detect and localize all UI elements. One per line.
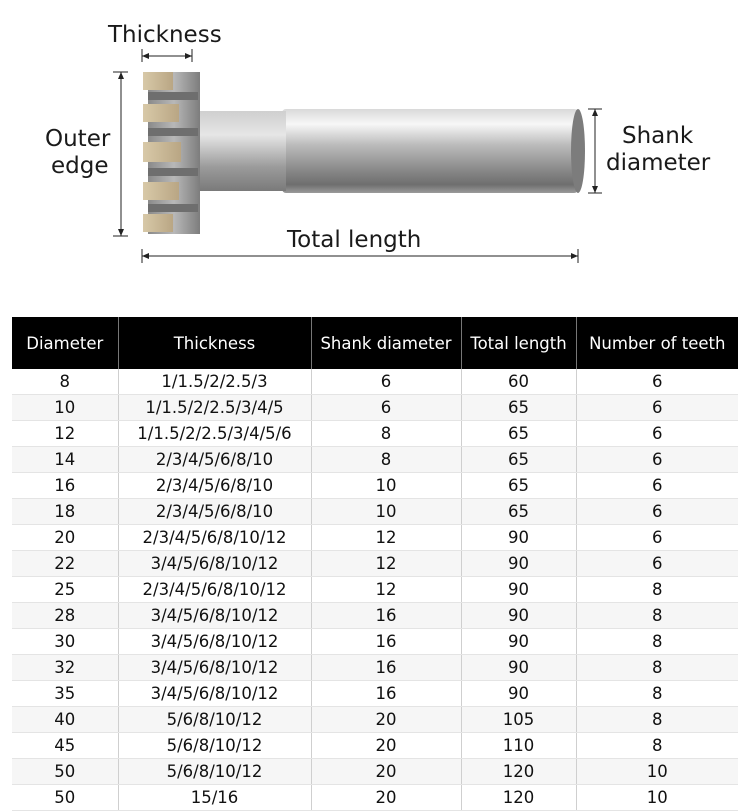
- table-cell: 2/3/4/5/6/8/10: [118, 473, 311, 499]
- table-row: [12, 759, 738, 785]
- table-cell: 50: [12, 785, 118, 811]
- table-cell: 105: [461, 707, 576, 733]
- table-cell: 3/4/5/6/8/10/12: [118, 655, 311, 681]
- table-cell: 20: [311, 785, 461, 811]
- table-cell: 40: [12, 707, 118, 733]
- table-cell: 120: [461, 759, 576, 785]
- table-cell: 8: [576, 603, 738, 629]
- table-cell: 16: [12, 473, 118, 499]
- table-cell: 20: [311, 707, 461, 733]
- table-cell: 1/1.5/2/2.5/3/4/5: [118, 395, 311, 421]
- table-cell: 32: [12, 655, 118, 681]
- table-cell: 12: [311, 525, 461, 551]
- table-cell: 10: [576, 785, 738, 811]
- table-cell: 10: [311, 473, 461, 499]
- shank-body: [282, 109, 578, 193]
- outer-edge-label-line2: edge: [51, 153, 109, 179]
- table-cell: 6: [576, 369, 738, 395]
- table-cell: 90: [461, 525, 576, 551]
- table-row: [12, 785, 738, 811]
- table-row: [12, 473, 738, 499]
- table-cell: 110: [461, 733, 576, 759]
- spec-table-body: [12, 369, 738, 811]
- table-row: [12, 707, 738, 733]
- table-row: [12, 447, 738, 473]
- table-cell: 25: [12, 577, 118, 603]
- table-row: [12, 499, 738, 525]
- table-cell: 22: [12, 551, 118, 577]
- table-cell: 2/3/4/5/6/8/10: [118, 499, 311, 525]
- table-cell: 1/1.5/2/2.5/3: [118, 369, 311, 395]
- table-row: [12, 395, 738, 421]
- table-cell: 60: [461, 369, 576, 395]
- total-length-label: Total length: [287, 227, 422, 253]
- table-cell: 8: [576, 577, 738, 603]
- table-cell: 8: [311, 421, 461, 447]
- table-cell: 10: [12, 395, 118, 421]
- table-cell: 16: [311, 681, 461, 707]
- table-cell: 28: [12, 603, 118, 629]
- table-cell: 12: [311, 551, 461, 577]
- table-cell: 6: [576, 551, 738, 577]
- table-cell: 6: [576, 525, 738, 551]
- table-cell: 3/4/5/6/8/10/12: [118, 551, 311, 577]
- table-cell: 10: [576, 759, 738, 785]
- table-cell: 5/6/8/10/12: [118, 707, 311, 733]
- table-row: [12, 629, 738, 655]
- table-cell: 6: [311, 369, 461, 395]
- table-row: [12, 525, 738, 551]
- spec-table-header: [12, 317, 738, 369]
- table-cell: 6: [576, 447, 738, 473]
- table-cell: 6: [311, 395, 461, 421]
- header-total-length: Total length: [461, 317, 576, 369]
- shank-diameter-label-line1: Shank: [622, 123, 694, 149]
- table-cell: 90: [461, 577, 576, 603]
- table-cell: 3/4/5/6/8/10/12: [118, 603, 311, 629]
- table-cell: 3/4/5/6/8/10/12: [118, 681, 311, 707]
- table-cell: 65: [461, 421, 576, 447]
- table-cell: 90: [461, 681, 576, 707]
- table-cell: 65: [461, 473, 576, 499]
- table-cell: 6: [576, 421, 738, 447]
- table-row: [12, 369, 738, 395]
- table-cell: 8: [576, 681, 738, 707]
- table-cell: 90: [461, 603, 576, 629]
- table-cell: 3/4/5/6/8/10/12: [118, 629, 311, 655]
- table-cell: 45: [12, 733, 118, 759]
- table-cell: 120: [461, 785, 576, 811]
- table-row: [12, 655, 738, 681]
- table-cell: 90: [461, 629, 576, 655]
- table-cell: 8: [12, 369, 118, 395]
- outer-edge-label-line1: Outer: [45, 126, 111, 152]
- table-cell: 15/16: [118, 785, 311, 811]
- spec-table: [12, 317, 738, 811]
- table-cell: 30: [12, 629, 118, 655]
- header-shank-diameter: Shank diameter: [311, 317, 461, 369]
- table-cell: 8: [311, 447, 461, 473]
- table-cell: 14: [12, 447, 118, 473]
- table-row: [12, 577, 738, 603]
- table-cell: 20: [311, 733, 461, 759]
- table-cell: 90: [461, 551, 576, 577]
- table-cell: 8: [576, 629, 738, 655]
- table-cell: 6: [576, 395, 738, 421]
- table-cell: 65: [461, 447, 576, 473]
- table-cell: 65: [461, 499, 576, 525]
- table-cell: 16: [311, 629, 461, 655]
- header-diameter: Diameter: [12, 317, 118, 369]
- table-row: [12, 681, 738, 707]
- header-thickness: Thickness: [118, 317, 311, 369]
- table-cell: 2/3/4/5/6/8/10/12: [118, 577, 311, 603]
- table-cell: 6: [576, 473, 738, 499]
- header-number-of-teeth: Number of teeth: [576, 317, 738, 369]
- table-cell: 8: [576, 655, 738, 681]
- table-cell: 12: [12, 421, 118, 447]
- table-cell: 1/1.5/2/2.5/3/4/5/6: [118, 421, 311, 447]
- table-cell: 18: [12, 499, 118, 525]
- table-cell: 12: [311, 577, 461, 603]
- cutter-neck: [196, 111, 286, 191]
- cutter-diagram: [0, 0, 750, 300]
- table-cell: 65: [461, 395, 576, 421]
- table-row: [12, 421, 738, 447]
- table-cell: 16: [311, 603, 461, 629]
- table-cell: 5/6/8/10/12: [118, 733, 311, 759]
- table-cell: 8: [576, 733, 738, 759]
- table-cell: 16: [311, 655, 461, 681]
- shank-end: [571, 109, 585, 193]
- table-cell: 50: [12, 759, 118, 785]
- shank-diameter-label-line2: diameter: [606, 150, 711, 176]
- table-cell: 2/3/4/5/6/8/10/12: [118, 525, 311, 551]
- table-row: [12, 733, 738, 759]
- table-cell: 2/3/4/5/6/8/10: [118, 447, 311, 473]
- table-cell: 90: [461, 655, 576, 681]
- table-cell: 8: [576, 707, 738, 733]
- table-cell: 10: [311, 499, 461, 525]
- thickness-label: Thickness: [108, 22, 222, 48]
- table-cell: 5/6/8/10/12: [118, 759, 311, 785]
- table-row: [12, 551, 738, 577]
- table-row: [12, 603, 738, 629]
- table-cell: 6: [576, 499, 738, 525]
- table-cell: 20: [12, 525, 118, 551]
- table-cell: 20: [311, 759, 461, 785]
- table-cell: 35: [12, 681, 118, 707]
